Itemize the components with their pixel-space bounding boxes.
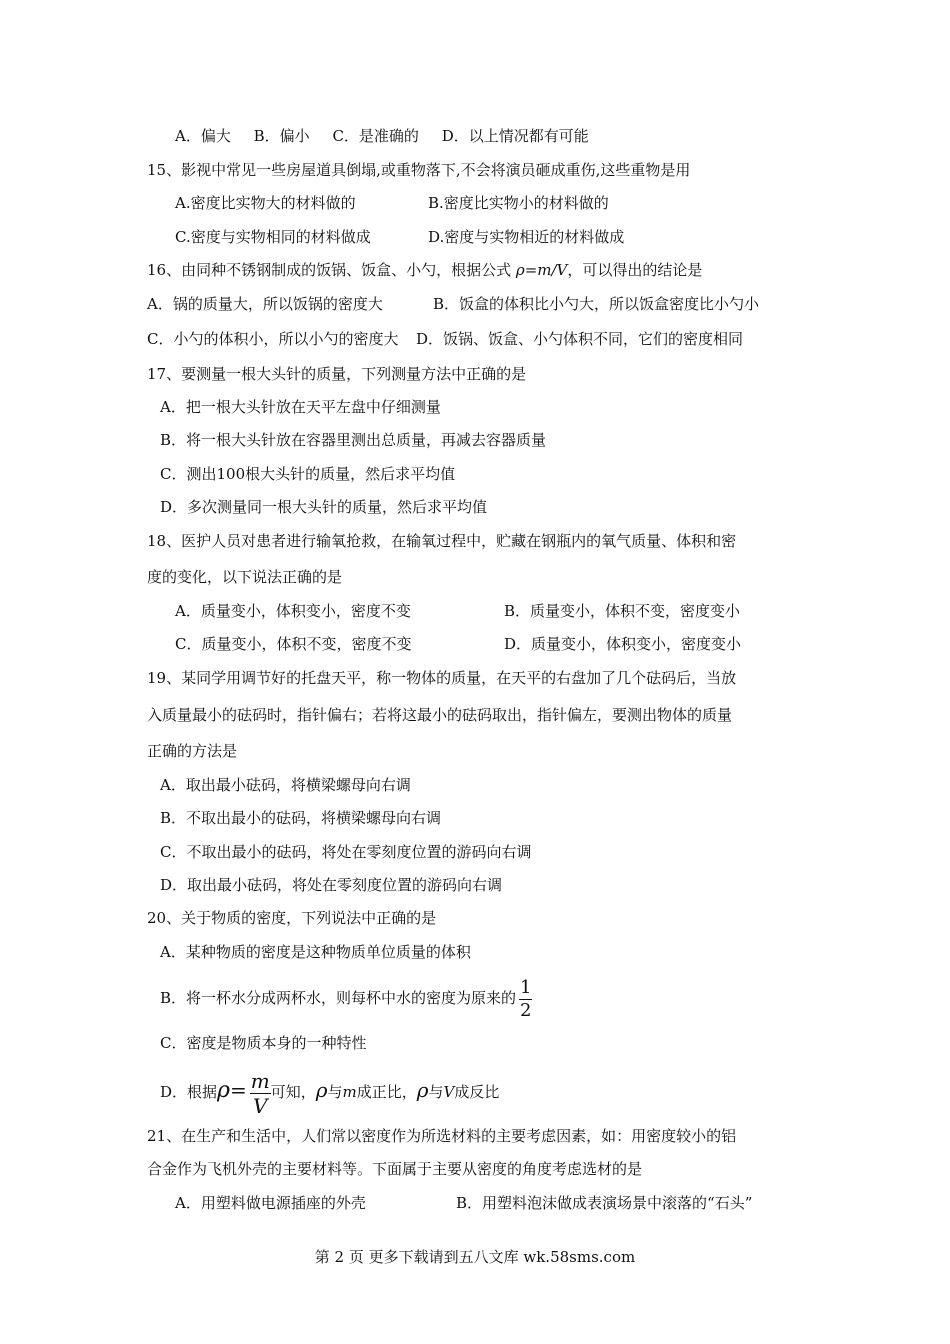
fraction-numerator: 1	[520, 976, 532, 998]
q19-option-d: D．取出最小砝码，将处在零刻度位置的游码向右调	[160, 876, 503, 894]
q20-option-d-mid1: 可知，	[270, 1083, 316, 1101]
q16-stem-post: ，可以得出的结论是	[567, 261, 703, 279]
q17-stem: 17、要测量一根大头针的质量，下列测量方法中正确的是	[147, 365, 527, 383]
q19-stem-line2: 入质量最小的砝码时，指针偏右；若将这最小的砝码取出，指针偏左，要测出物体的质量	[147, 706, 733, 724]
one-half-fraction	[519, 977, 532, 1022]
q18-option-d: D．质量变小，体积变小，密度变小	[504, 635, 742, 653]
q18-stem-line2: 度的变化，以下说法正确的是	[147, 568, 343, 586]
q21-option-b: B．用塑料泡沫做成表演场景中滚落的“石头”	[456, 1194, 753, 1212]
q21-stem-line1: 21、在生产和生活中，人们常以密度作为所选材料的主要考虑因素，如：用密度较小的铝	[147, 1127, 737, 1145]
q17-option-d: D．多次测量同一根大头针的质量，然后求平均值	[160, 498, 488, 516]
q17-option-b: B．将一根大头针放在容器里测出总质量，再减去容器质量	[160, 431, 547, 449]
rho-symbol: ρ	[217, 1078, 230, 1103]
density-formula-fraction	[250, 1069, 271, 1118]
page-footer: 第 2 页 更多下载请到五八文库 wk.58sms.com	[314, 1248, 636, 1266]
q18-stem-line1: 18、医护人员对患者进行输氧抢救，在输氧过程中，贮藏在钢瓶内的氧气质量、体积和密	[147, 532, 737, 550]
q20-option-d-mid4: 与	[428, 1083, 444, 1101]
q15-option-c: C.密度与实物相同的材料做成	[175, 228, 371, 246]
q14-option-b: B．偏小	[253, 127, 310, 145]
q18-option-c: C．质量变小，体积不变，密度不变	[175, 635, 412, 653]
q21-stem-line2: 合金作为飞机外壳的主要材料等。下面属于主要从密度的角度考虑选材的是	[147, 1160, 643, 1178]
formula-numerator: m	[250, 1068, 270, 1093]
q20-option-b	[160, 974, 532, 1022]
q19-option-b: B．不取出最小的砝码，将横梁螺母向右调	[160, 809, 442, 827]
q20-option-a: A．某种物质的密度是这种物质单位质量的体积	[160, 943, 471, 961]
q20-stem: 20、关于物质的密度，下列说法中正确的是	[147, 909, 437, 927]
q18-option-a: A．质量变小，体积变小，密度不变	[175, 602, 411, 620]
q14-option-c: C．是准确的	[332, 127, 419, 145]
q16-stem-pre: 16、由同种不锈钢制成的饭锅、饭盒、小勺，根据公式	[147, 261, 512, 279]
q15-option-a: A.密度比实物大的材料做的	[175, 194, 356, 212]
q19-stem-line1: 19、某同学用调节好的托盘天平，称一物体的质量，在天平的右盘加了几个砝码后，当放	[147, 669, 737, 687]
q20-option-b-text: B．将一杯水分成两杯水，则每杯中水的密度为原来的	[160, 989, 517, 1007]
q14-option-a: A．偏大	[175, 127, 231, 145]
q15-option-b: B.密度比实物小的材料做的	[428, 194, 609, 212]
q17-option-c: C．测出100根大头针的质量，然后求平均值	[160, 465, 456, 483]
q19-stem-line3: 正确的方法是	[147, 742, 238, 760]
volume-symbol: V	[443, 1083, 455, 1101]
mass-symbol: m	[342, 1083, 357, 1101]
q20-option-c: C．密度是物质本身的一种特性	[160, 1034, 367, 1052]
q20-option-d-end: 成反比	[454, 1083, 500, 1101]
q19-option-a: A．取出最小砝码，将横梁螺母向右调	[160, 776, 411, 794]
formula-denominator: V	[252, 1093, 268, 1118]
q16-option-b: B．饭盒的体积比小勺大，所以饭盒密度比小勺小	[433, 295, 760, 313]
q14-option-d: D．以上情况都有可能	[441, 127, 589, 145]
rho-symbol: ρ	[315, 1078, 328, 1102]
fraction-denominator: 2	[520, 999, 532, 1021]
q18-option-b: B．质量变小，体积不变，密度变小	[504, 602, 741, 620]
q17-option-a: A．把一根大头针放在天平左盘中仔细测量	[160, 398, 441, 416]
q16-formula: ρ=m/V	[515, 261, 568, 279]
q21-option-a: A．用塑料做电源插座的外壳	[175, 1194, 366, 1212]
q15-stem: 15、影视中常见一些房屋道具倒塌,或重物落下,不会将演员砸成重伤,这些重物是用	[147, 161, 691, 179]
q20-option-d-mid2: 与	[327, 1083, 343, 1101]
q20-option-d-mid3: 成正比，	[356, 1083, 417, 1101]
q16-option-d: D．饭锅、饭盒、小勺体积不同，它们的密度相同	[416, 330, 744, 348]
q16-option-c: C．小勺的体积小，所以小勺的密度大	[147, 330, 399, 348]
q14-options	[175, 126, 589, 146]
equals-sign: =	[229, 1078, 247, 1102]
q20-option-d	[160, 1064, 499, 1118]
q19-option-c: C．不取出最小的砝码，将处在零刻度位置的游码向右调	[160, 843, 532, 861]
rho-symbol: ρ	[416, 1078, 429, 1102]
q16-option-a: A．锅的质量大，所以饭锅的密度大	[147, 295, 383, 313]
q20-option-d-pre: D．根据	[160, 1083, 218, 1101]
q16-stem	[147, 260, 702, 280]
q15-option-d: D.密度与实物相近的材料做成	[428, 228, 625, 246]
